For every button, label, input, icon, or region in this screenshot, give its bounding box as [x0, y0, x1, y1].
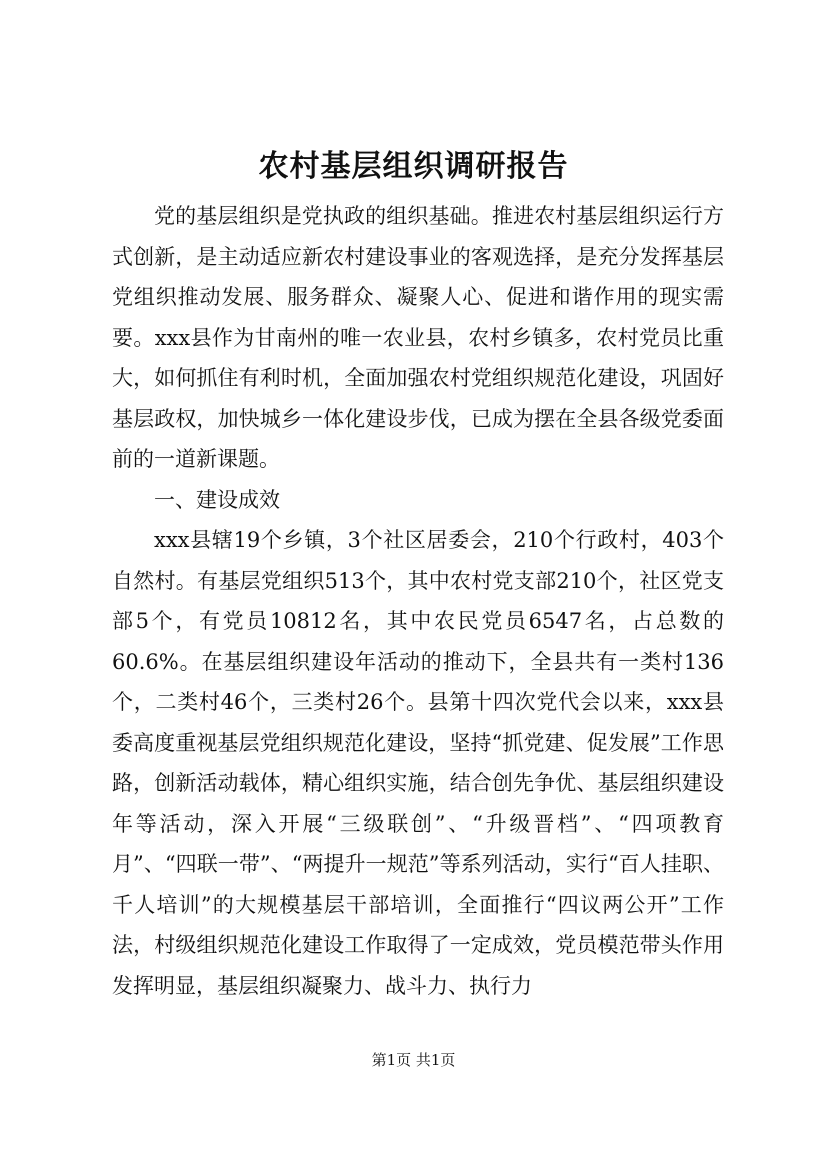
paragraph-achievements: xxx县辖19个乡镇，3个社区居委会，210个行政村，403个自然村。有基层党组织513个，其中农村党支部210个，社区党支部5个，有党员10812名，其中农民党员6547名，占总数的60.6%。在基层组织建设年活动的推动下，全县共有一类村136个，二类村46个，三类村26个。县第十四次党代会以来，xxx县委高度重视基层党组织规范化建设，坚持“抓党建、促发展”工作思路，创新活动载体，精心组织实施，结合创先争优、基层组织建设年等活动，深入开展“三级联创”、“升级晋档”、“四项教育月”、“四联一带”、“两提升一规范”等系列活动，实行“百人挂职、千人培训”的大规模基层干部培训，全面推行“四议两公开”工作法，村级组织规范化建设工作取得了一定成效，党员模范带头作用发挥明显，基层组织凝聚力、战斗力、执行力 [112, 528, 724, 998]
page-footer: 第1页 共1页 [371, 1051, 456, 1069]
document-title: 农村基层组织调研报告 [258, 149, 569, 184]
document-body [112, 196, 724, 1006]
section-heading: 一、建设成效 [154, 487, 280, 512]
paragraph-intro: 党的基层组织是党执政的组织基础。推进农村基层组织运行方式创新，是主动适应新农村建设事业的客观选择，是充分发挥基层党组织推动发展、服务群众、凝聚人心、促进和谐作用的现实需要。xxx县作为甘南州的唯一农业县，农村乡镇多，农村党员比重大，如何抓住有利时机，全面加强农村党组织规范化建设，巩固好基层政权，加快城乡一体化建设步伐，已成为摆在全县各级党委面前的一道新课题。 [112, 204, 724, 471]
